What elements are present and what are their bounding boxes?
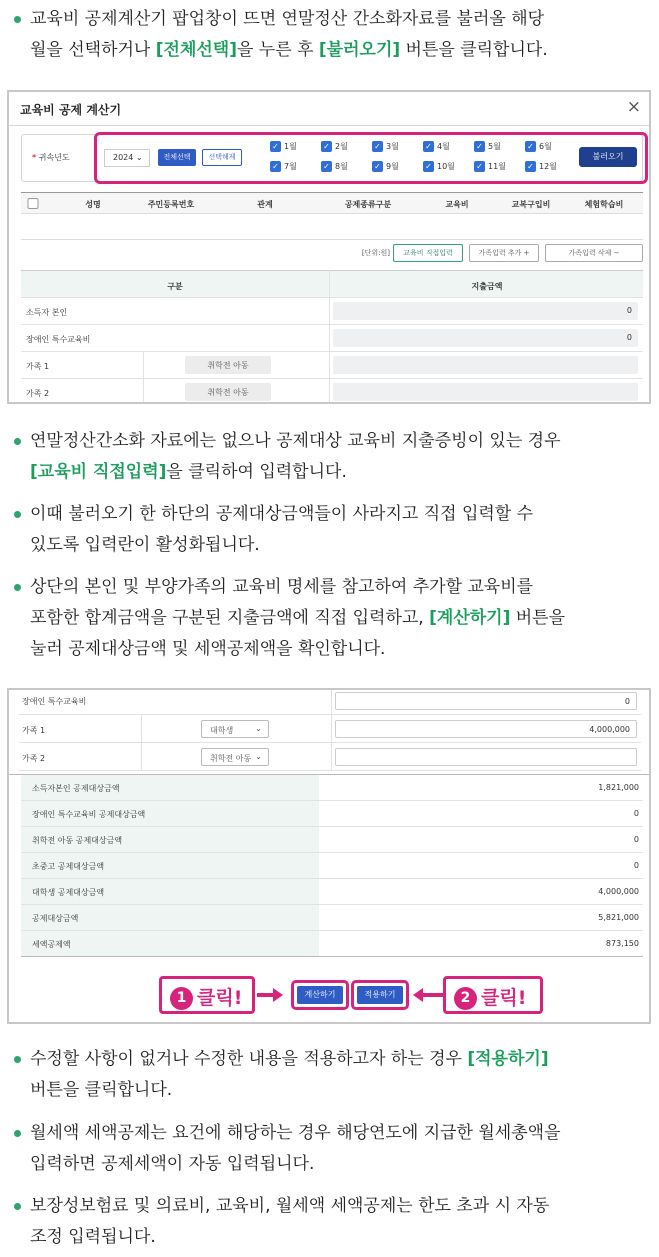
select-all-button[interactable]: 전체선택	[158, 149, 196, 166]
family-type-select[interactable]: 취학전 아동 ⌄	[201, 748, 269, 766]
instruction-paragraph-7	[14, 1191, 650, 1253]
popup-header	[9, 92, 649, 126]
summary-row: 소득자본인 공제대상금액 1,821,000	[21, 775, 643, 801]
amount-input[interactable]: 0	[335, 692, 637, 710]
unit-label: [단위:원]	[361, 249, 390, 257]
p1-highlight-select-all: [전체선택]	[155, 40, 237, 60]
step-number-2: 2	[454, 987, 477, 1010]
p1-line-b-pre: 월을 선택하거나	[30, 40, 156, 60]
p1-line-b-mid: 을 누른 후	[237, 40, 319, 60]
checkbox-checked-icon: ✓	[270, 161, 281, 172]
month-checkbox-5[interactable]: ✓ 5월	[474, 141, 501, 153]
col-resident-id: 주민등록번호	[147, 200, 195, 209]
instruction-paragraph-1	[14, 4, 650, 66]
instruction-paragraph-3	[14, 499, 650, 561]
p1-line-b-post: 버튼을 클릭합니다.	[400, 40, 548, 60]
bullet-dot	[14, 438, 21, 445]
family-type-select[interactable]: 대학생 ⌄	[201, 720, 269, 738]
chevron-down-icon: ⌄	[255, 724, 262, 733]
checkbox-checked-icon: ✓	[270, 141, 281, 152]
calculate-button[interactable]: 계산하기	[297, 986, 343, 1004]
checkbox-checked-icon: ✓	[474, 161, 485, 172]
arrowhead-right-icon	[273, 988, 283, 1002]
apply-button[interactable]: 적용하기	[357, 986, 403, 1004]
year-select[interactable]: 2024 ⌄	[104, 149, 150, 167]
col-uniform: 교복구입비	[511, 200, 551, 209]
checkbox-checked-icon: ✓	[321, 161, 332, 172]
checkbox-checked-icon: ✓	[525, 141, 536, 152]
month-checkbox-1[interactable]: ✓ 1월	[270, 141, 297, 153]
month-checkbox-9[interactable]: ✓ 9월	[372, 161, 399, 173]
p6-line-a: 월세액 세액공제는 요건에 해당하는 경우 해당연도에 지급한 월세총액을	[30, 1123, 561, 1143]
step-number-1: 1	[170, 987, 193, 1010]
summary-row: 대학생 공제대상금액 4,000,000	[21, 879, 643, 905]
month-checkbox-11[interactable]: ✓ 11월	[474, 161, 506, 173]
month-checkbox-12[interactable]: ✓ 12월	[525, 161, 557, 173]
col-field-trip: 체험학습비	[584, 200, 624, 209]
summary-row: 공제대상금액 5,821,000	[21, 905, 643, 931]
p4-line-a: 상단의 본인 및 부양가족의 교육비 명세를 참고하여 추가할 교육비를	[30, 577, 534, 597]
amount-input[interactable]: 4,000,000	[335, 720, 637, 738]
p2-highlight-direct-input: [교육비 직접입력]	[30, 462, 167, 482]
checkbox-checked-icon: ✓	[525, 161, 536, 172]
bullet-dot	[14, 511, 21, 518]
bullet-dot	[14, 584, 21, 591]
col-expense: 지출금액	[471, 282, 503, 291]
delete-family-button[interactable]: 가족입력 삭제 −	[545, 244, 643, 262]
deselect-button[interactable]: 선택해제	[202, 149, 242, 166]
direct-input-button[interactable]: 교육비 직접입력	[393, 244, 463, 262]
click-callout-2: 2 클릭!	[443, 976, 543, 1014]
table-row: 가족 2 취학전 아동	[21, 379, 643, 404]
screenshot-calculation-result	[7, 688, 651, 1024]
summary-row: 취학전 아동 공제대상금액 0	[21, 827, 643, 853]
grid-body	[21, 214, 643, 240]
summary-row: 세액공제액 873,150	[21, 931, 643, 957]
close-icon[interactable]: ×	[626, 97, 641, 117]
instruction-paragraph-4	[14, 572, 650, 665]
checkbox-checked-icon: ✓	[423, 141, 434, 152]
bullet-dot	[14, 16, 21, 23]
instruction-paragraph-6	[14, 1118, 650, 1180]
month-checkbox-4[interactable]: ✓ 4월	[423, 141, 450, 153]
month-checkbox-2[interactable]: ✓ 2월	[321, 141, 348, 153]
apply-button-frame	[351, 980, 409, 1010]
month-checkbox-6[interactable]: ✓ 6월	[525, 141, 552, 153]
table-header-row	[21, 270, 643, 298]
month-checkbox-3[interactable]: ✓ 3월	[372, 141, 399, 153]
p7-line-a: 보장성보험료 및 의료비, 교육비, 월세액 세액공제는 한도 초과 시 자동	[30, 1196, 550, 1216]
click-callout-1: 1 클릭!	[159, 976, 255, 1014]
p2-line-a: 연말정산간소화 자료에는 없으나 공제대상 교육비 지출증빙이 있는 경우	[30, 431, 561, 451]
p2-line-b-post: 을 클릭하여 입력합니다.	[166, 462, 347, 482]
amount-field	[333, 383, 638, 401]
p4-line-b-pre: 포함한 합계금액을 구분된 지출금액에 직접 입력하고,	[30, 608, 430, 628]
amount-field	[333, 356, 638, 374]
p6-line-b: 입력하면 공제세액이 자동 입력됩니다.	[30, 1154, 315, 1174]
bullet-dot	[14, 1130, 21, 1137]
table-row: 장애인 특수교육비 0	[19, 690, 641, 715]
family-type-field: 취학전 아동	[185, 383, 271, 401]
amount-table	[21, 270, 643, 404]
bullet-dot	[14, 1056, 21, 1063]
p5-highlight-apply: [적용하기]	[467, 1049, 549, 1069]
amount-input[interactable]	[335, 748, 637, 766]
family-type-field: 취학전 아동	[185, 356, 271, 374]
bullet-dot	[14, 1203, 21, 1210]
summary-row: 장애인 특수교육비 공제대상금액 0	[21, 801, 643, 827]
select-all-checkbox[interactable]	[28, 198, 39, 209]
table-row: 가족 1 대학생 ⌄ 4,000,000	[19, 715, 641, 743]
table-toolbar	[21, 244, 643, 262]
table-row: 장애인 특수교육비 0	[21, 325, 643, 352]
instruction-paragraph-2	[14, 426, 650, 488]
p1-highlight-load: [불러오기]	[318, 40, 401, 60]
table-row: 가족 1 취학전 아동	[21, 352, 643, 379]
checkbox-checked-icon: ✓	[372, 141, 383, 152]
p5-line-b: 버튼을 클릭합니다.	[30, 1080, 173, 1100]
screenshot-education-calculator	[7, 90, 651, 404]
arrow-left	[421, 993, 443, 997]
amount-field: 0	[333, 329, 638, 347]
col-tuition: 교육비	[445, 200, 469, 209]
calculate-button-frame	[291, 980, 349, 1010]
p4-highlight-calculate: [계산하기]	[429, 608, 511, 628]
col-relation: 관계	[257, 200, 273, 209]
load-button[interactable]: 불러오기	[579, 147, 637, 167]
amount-table	[19, 690, 641, 770]
checkbox-checked-icon: ✓	[423, 161, 434, 172]
table-row: 소득자 본인 0	[21, 298, 643, 325]
checkbox-checked-icon: ✓	[321, 141, 332, 152]
amount-field: 0	[333, 302, 638, 320]
add-family-button[interactable]: 가족입력 추가 +	[469, 244, 539, 262]
checkbox-checked-icon: ✓	[474, 141, 485, 152]
popup-title: 교육비 공제 계산기	[20, 103, 122, 117]
p4-line-b-post: 버튼을	[510, 608, 566, 628]
filter-bar	[21, 134, 643, 182]
month-checkbox-10[interactable]: ✓ 10월	[423, 161, 455, 173]
p3-line-b: 있도록 입력란이 활성화됩니다.	[30, 535, 260, 555]
table-row: 가족 2 취학전 아동 ⌄	[19, 743, 641, 771]
summary-row: 초중고 공제대상금액 0	[21, 853, 643, 879]
col-name: 성명	[85, 200, 101, 209]
grid-header	[21, 192, 643, 214]
col-deduction-type: 공제종류구분	[344, 200, 392, 209]
p4-line-c: 눌러 공제대상금액 및 세액공제액을 확인합니다.	[30, 639, 386, 659]
p5-line-a-pre: 수정할 사항이 없거나 수정한 내용을 적용하고자 하는 경우	[30, 1049, 468, 1069]
year-label: * 귀속년도	[32, 153, 70, 162]
p3-line-a: 이때 불러오기 한 하단의 공제대상금액들이 사라지고 직접 입력할 수	[30, 504, 534, 524]
checkbox-checked-icon: ✓	[372, 161, 383, 172]
summary-table	[9, 774, 649, 958]
p7-line-b: 조정 입력됩니다.	[30, 1227, 156, 1247]
col-category: 구분	[167, 282, 183, 291]
chevron-down-icon: ⌄	[255, 752, 262, 761]
month-checkbox-8[interactable]: ✓ 8월	[321, 161, 348, 173]
instruction-paragraph-5	[14, 1044, 650, 1106]
p1-line-a: 교육비 공제계산기 팝업창이 뜨면 연말정산 간소화자료를 불러올 해당	[30, 9, 545, 29]
month-checkbox-7[interactable]: ✓ 7월	[270, 161, 297, 173]
